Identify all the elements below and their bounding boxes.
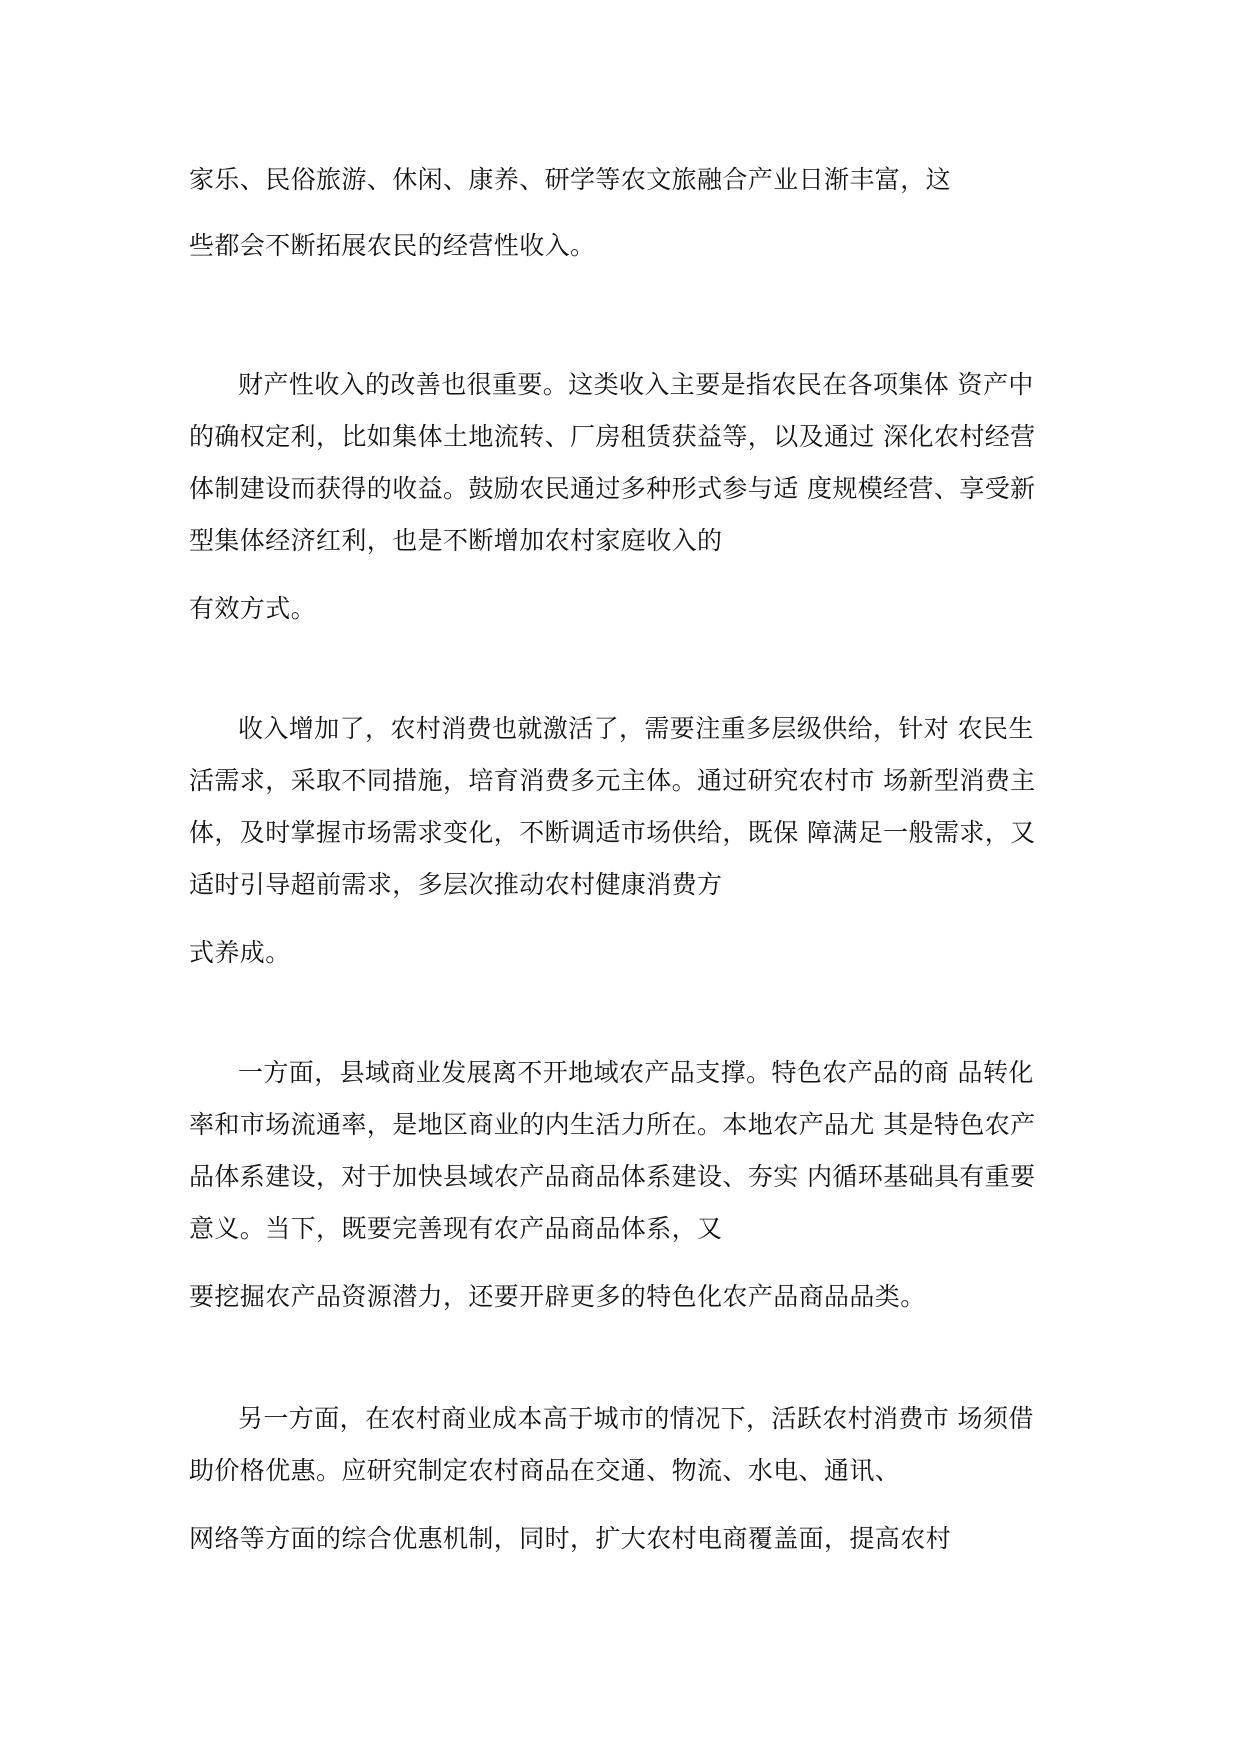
paragraph-line: 体，及时掌握市场需求变化，不断调适市场供给，既保 障满足一般需求，又 [189, 818, 1036, 847]
paragraph-line: 体制建设而获得的收益。鼓励农民通过多种形式参与适 度规模经营、享受新 [189, 474, 1036, 503]
paragraph-line: 财产性收入的改善也很重要。这类收入主要是指农民在各项集体 资产中 [238, 370, 1034, 399]
paragraph-line: 品体系建设，对于加快县域农产品商品体系建设、夯实 内循环基础具有重要 [189, 1162, 1036, 1191]
paragraph-line: 些都会不断拓展农民的经营性收入。 [189, 231, 596, 260]
paragraph-line: 收入增加了，农村消费也就激活了，需要注重多层级供给，针对 农民生 [238, 714, 1034, 743]
paragraph-line: 家乐、民俗旅游、休闲、康养、研学等农文旅融合产业日渐丰富，这 [189, 165, 952, 194]
paragraph-line: 助价格优惠。应研究制定农村商品在交通、物流、水电、通讯、 [189, 1456, 901, 1485]
paragraph-line: 型集体经济红利，也是不断增加农村家庭收入的 [189, 526, 723, 555]
paragraph-line: 率和市场流通率，是地区商业的内生活力所在。本地农产品尤 其是特色农产 [189, 1110, 1036, 1139]
paragraph-line: 要挖掘农产品资源潜力，还要开辟更多的特色化农产品商品品类。 [189, 1282, 926, 1311]
paragraph-line: 有效方式。 [189, 594, 317, 623]
paragraph-line: 另一方面，在农村商业成本高于城市的情况下，活跃农村消费市 场须借 [238, 1404, 1034, 1433]
paragraph-line: 适时引导超前需求，多层次推动农村健康消费方 [189, 870, 723, 899]
paragraph-line: 网络等方面的综合优惠机制，同时，扩大农村电商覆盖面，提高农村 [189, 1524, 952, 1553]
paragraph-line: 活需求，采取不同措施，培育消费多元主体。通过研究农村市 场新型消费主 [189, 766, 1036, 795]
paragraph-line: 的确权定利，比如集体土地流转、厂房租赁获益等，以及通过 深化农村经营 [189, 422, 1036, 451]
paragraph-line: 意义。当下，既要完善现有农产品商品体系，又 [189, 1214, 723, 1243]
paragraph-line: 式养成。 [189, 938, 291, 967]
paragraph-line: 一方面，县域商业发展离不开地域农产品支撑。特色农产品的商 品转化 [238, 1058, 1034, 1087]
